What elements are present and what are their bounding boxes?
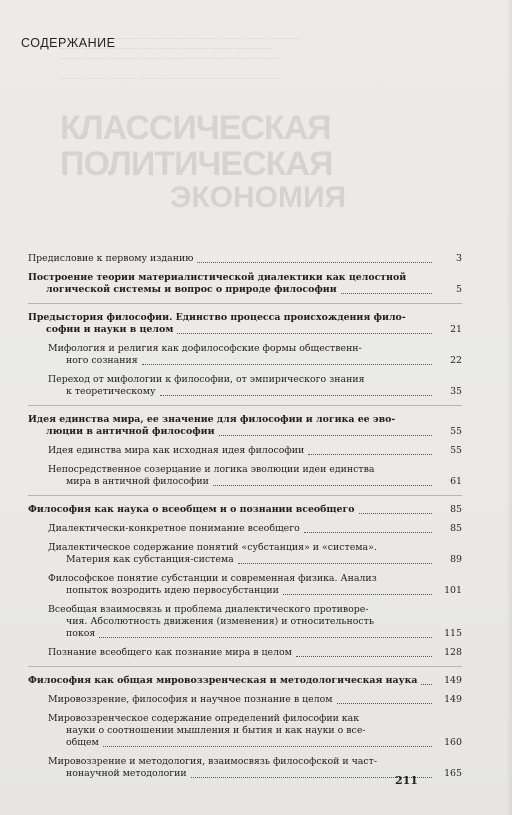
leader-dots	[308, 453, 432, 455]
toc-page-number: 89	[450, 554, 462, 565]
leader-dots	[421, 683, 432, 685]
toc-entry-line: Идея единства мира как исходная идея философии	[48, 445, 305, 456]
toc-entry-line: Мировоззрение, философия и научное познание в целом	[48, 694, 333, 705]
toc-entry-line: Предыстория философии. Единство процесса происхождения фило-	[28, 312, 406, 323]
toc-page-number: 85	[450, 504, 462, 515]
toc-entry-line: нонаучной методологии	[66, 768, 187, 779]
toc-entry[interactable]	[48, 694, 462, 706]
toc-entry[interactable]	[28, 675, 462, 687]
toc-entry[interactable]	[28, 272, 462, 296]
leader-dots	[103, 745, 432, 747]
toc-entry-line: Диалектическое содержание понятий «субстанция» и «система».	[48, 542, 377, 553]
toc-entry-title	[28, 504, 462, 516]
toc-entry-line: Философское понятие субстанции и современная физика. Анализ	[48, 573, 377, 584]
toc-page-number: 160	[444, 737, 462, 748]
toc-entry-title	[48, 694, 462, 706]
toc-entry-line: общем	[66, 737, 99, 748]
leader-dots	[197, 261, 432, 263]
bleed-small-text: ———— ——— ———— ——— ——— ———— ——— ——— ———— ——— ———— ——— —— ——— ———— ——— ——— —— ——— ——— ———— ——— ———— —— ——— ——— ——— ——— ——— ———— ——— ——— ——— ——— ——— ———	[60, 35, 301, 82]
toc-entry-line: Познание всеобщего как познание мира в целом	[48, 647, 292, 658]
toc-entry-line: Непосредственное созерцание и логика эволюции идеи единства	[48, 464, 375, 475]
toc-entry-title	[28, 253, 462, 265]
leader-dots	[359, 512, 432, 514]
toc-page-number: 101	[444, 585, 462, 596]
leader-dots	[99, 636, 432, 638]
toc-entry[interactable]	[48, 523, 462, 535]
toc-page-number: 149	[444, 675, 462, 686]
toc-entry[interactable]	[48, 604, 462, 640]
leader-dots	[238, 562, 432, 564]
toc-entry-line: софии и науки в целом	[46, 324, 174, 335]
toc-entry[interactable]	[28, 504, 462, 516]
toc-entry-title	[48, 713, 462, 749]
leader-dots	[304, 531, 432, 533]
toc-page-number: 5	[456, 284, 462, 295]
section-divider	[28, 666, 462, 667]
leader-dots	[213, 484, 432, 486]
toc-entry-line: Диалектически-конкретное понимание всеобщего	[48, 523, 300, 534]
page-edge-shadow	[506, 0, 512, 815]
toc-page-number: 165	[444, 768, 462, 779]
toc-entry[interactable]	[28, 414, 462, 438]
leader-dots	[142, 363, 432, 365]
toc-entry-line: Переход от мифологии к философии, от эмпирического знания	[48, 374, 365, 385]
toc-entry[interactable]	[48, 647, 462, 659]
toc-entry-line: попыток возродить идею первосубстанции	[66, 585, 279, 596]
toc-entry-line: Мифология и религия как дофилософские формы общественн-	[48, 343, 362, 354]
toc-page-number: 55	[450, 426, 462, 437]
toc-page-number: 22	[450, 355, 462, 366]
toc-entry-line: Всеобщая взаимосвязь и проблема диалектического противоре-	[48, 604, 369, 615]
section-divider	[28, 495, 462, 496]
toc-entry-line: Предисловие к первому изданию	[28, 253, 194, 264]
toc-page-number: 61	[450, 476, 462, 487]
leader-dots	[283, 593, 432, 595]
toc-entry[interactable]	[28, 312, 462, 336]
toc-page-number: 149	[444, 694, 462, 705]
leader-dots	[296, 655, 432, 657]
leader-dots	[177, 332, 432, 334]
toc-entry-line: Философия как общая мировоззренческая и методологическая наука	[28, 675, 418, 686]
toc-entry-line: чия. Абсолютность движения (изменения) и относительность	[66, 616, 374, 627]
toc-entry-line: Мировоззрение и методология, взаимосвязь философской и част-	[48, 756, 377, 767]
toc-entry-line: Идея единства мира, ее значение для философии и логика ее эво-	[28, 414, 396, 425]
toc-entry-line: ного сознания	[66, 355, 138, 366]
toc-entry[interactable]	[48, 542, 462, 566]
toc-entry[interactable]	[48, 445, 462, 457]
toc-entry-title	[28, 675, 462, 687]
toc-page-number: 55	[450, 445, 462, 456]
toc-entry[interactable]	[48, 343, 462, 367]
toc-entry[interactable]	[48, 573, 462, 597]
toc-page-number: 21	[450, 324, 462, 335]
toc-entry-line: логической системы и вопрос о природе философии	[46, 284, 337, 295]
toc-entry-title	[48, 604, 462, 640]
table-of-contents	[28, 253, 462, 787]
toc-page-number: 128	[444, 647, 462, 658]
toc-entry-line: покоя	[66, 628, 96, 639]
bleed-heading-1: КЛАССИЧЕСКАЯ ПОЛИТИЧЕСКАЯ	[60, 109, 333, 183]
page-title: СОДЕРЖАНИЕ	[21, 36, 116, 50]
bleed-heading-2: ЭКОНОМИЯ	[170, 181, 347, 214]
leader-dots	[219, 434, 432, 436]
section-divider	[28, 405, 462, 406]
section-divider	[28, 303, 462, 304]
toc-entry-line: Мировоззренческое содержание определений философии как	[48, 713, 360, 724]
leader-dots	[337, 702, 432, 704]
toc-entry-line: Философия как наука о всеобщем и о познании всеобщего	[28, 504, 355, 515]
toc-entry-line: к теоретическому	[66, 386, 156, 397]
toc-entry-line: люции в античной философии	[46, 426, 215, 437]
leader-dots	[341, 292, 432, 294]
leader-dots	[160, 394, 432, 396]
toc-entry-line: Построение теории материалистической диалектики как целостной	[28, 272, 407, 283]
toc-entry[interactable]	[28, 253, 462, 265]
toc-page-number: 85	[450, 523, 462, 534]
toc-entry-line: Материя как субстанция-система	[66, 554, 234, 565]
toc-entry-title	[48, 523, 462, 535]
bleed-through-text	[60, 34, 460, 244]
toc-entry-title	[48, 445, 462, 457]
toc-entry-title	[48, 647, 462, 659]
toc-entry-line: мира в античной философии	[66, 476, 209, 487]
toc-entry[interactable]	[48, 713, 462, 749]
toc-page-number: 115	[444, 628, 462, 639]
toc-page-number: 3	[456, 253, 462, 264]
toc-entry-line: науки о соотношении мышления и бытия и как науки о все-	[66, 725, 366, 736]
toc-entry[interactable]	[48, 464, 462, 488]
toc-page-number: 35	[450, 386, 462, 397]
page-number: 211	[395, 774, 418, 787]
toc-entry[interactable]	[48, 374, 462, 398]
